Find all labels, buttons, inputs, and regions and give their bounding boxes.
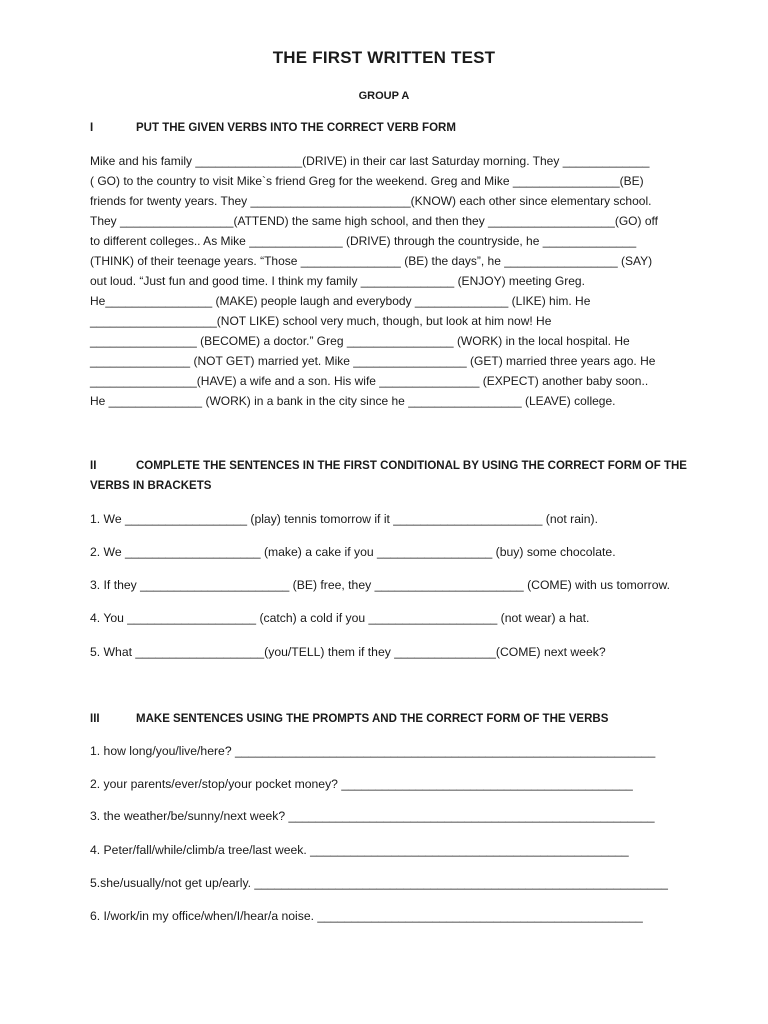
paragraph-line: Mike and his family ________________(DRIVE) in their car last Saturday morning. They _____________ [90, 154, 650, 168]
list-item: 3. the weather/be/sunny/next week? ______________________________________________________ [90, 809, 655, 823]
section-2-title-line-2: VERBS IN BRACKETS [90, 480, 212, 492]
list-item: 5.she/usually/not get up/early. _____________________________________________________________ [90, 876, 668, 890]
section-1-title: PUT THE GIVEN VERBS INTO THE CORRECT VERB FORM [136, 122, 456, 134]
list-item: 4. You ___________________ (catch) a cold if you ___________________ (not wear) a hat. [90, 611, 590, 625]
section-1-heading [90, 118, 690, 138]
section-3-heading [90, 709, 690, 729]
paragraph-line: (THINK) of their teenage years. “Those _______________ (BE) the days”, he _________________ (SAY) [90, 254, 653, 268]
list-item: 4. Peter/fall/while/climb/a tree/last week. _______________________________________________ [90, 843, 629, 857]
paragraph-line: ___________________(NOT LIKE) school very much, though, but look at him now! He [90, 314, 552, 328]
list-item: 1. how long/you/live/here? ______________________________________________________________ [90, 744, 656, 758]
paragraph-line: He________________ (MAKE) people laugh and everybody ______________ (LIKE) him. He [90, 294, 591, 308]
paragraph-line: He ______________ (WORK) in a bank in the city since he _________________ (LEAVE) college. [90, 394, 616, 408]
section-2-title-line-1: COMPLETE THE SENTENCES IN THE FIRST CONDITIONAL BY USING THE CORRECT FORM OF THE [136, 460, 687, 472]
list-item: 1. We __________________ (play) tennis tomorrow if it ______________________ (not rain). [90, 512, 598, 526]
paragraph-line: ( GO) to the country to visit Mike`s friend Greg for the weekend. Greg and Mike ________________(BE) [90, 174, 644, 188]
list-item: 6. I/work/in my office/when/I/hear/a noise. ________________________________________________ [90, 909, 643, 923]
paragraph-line: to different colleges.. As Mike ______________ (DRIVE) through the countryside, he ______________ [90, 234, 637, 248]
paragraph-line: ________________(HAVE) a wife and a son. His wife _______________ (EXPECT) another baby soon.. [90, 374, 649, 388]
group-label: GROUP A [358, 90, 410, 102]
paragraph-line: They _________________(ATTEND) the same high school, and then they ___________________(GO) off [90, 214, 658, 228]
list-item: 5. What ___________________(you/TELL) them if they _______________(COME) next week? [90, 645, 606, 659]
list-item: 3. If they ______________________ (BE) free, they ______________________ (COME) with us tomorrow. [90, 578, 670, 592]
section-1-paragraph [90, 151, 680, 411]
section-1-number: I [90, 122, 94, 134]
section-3-title: MAKE SENTENCES USING THE PROMPTS AND THE CORRECT FORM OF THE VERBS [136, 713, 609, 725]
paragraph-line: friends for twenty years. They ________________________(KNOW) each other since elementary school. [90, 194, 652, 208]
section-3-number: III [90, 713, 100, 725]
section-2-heading [90, 456, 690, 496]
paragraph-line: ________________ (BECOME) a doctor.” Greg ________________ (WORK) in the local hospital. He [90, 334, 630, 348]
page-title: THE FIRST WRITTEN TEST [272, 48, 496, 67]
list-item: 2. We ____________________ (make) a cake if you _________________ (buy) some chocolate. [90, 545, 616, 559]
list-item: 2. your parents/ever/stop/your pocket money? ___________________________________________ [90, 777, 633, 791]
paragraph-line: _______________ (NOT GET) married yet. Mike _________________ (GET) married three years ago. He [90, 354, 656, 368]
section-2-number: II [90, 460, 97, 472]
paragraph-line: out loud. “Just fun and good time. I think my family ______________ (ENJOY) meeting Greg. [90, 274, 585, 288]
